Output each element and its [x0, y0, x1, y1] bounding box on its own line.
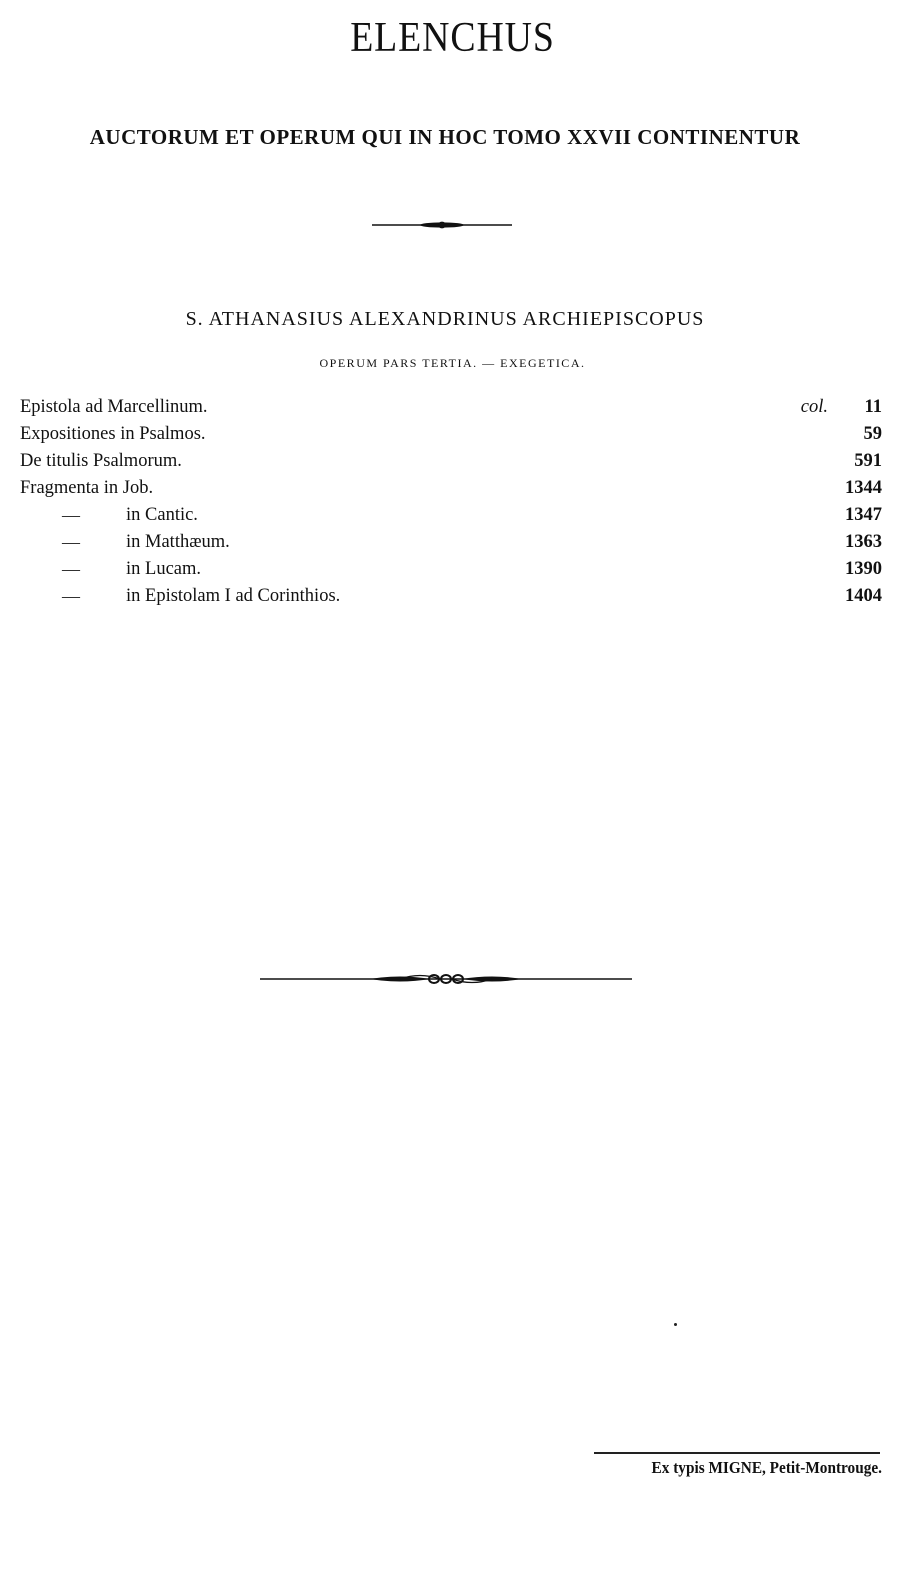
contents-entry — [20, 394, 882, 421]
column-number: 1390 — [845, 559, 882, 579]
column-label: col. — [800, 397, 828, 417]
author-heading: S. ATHANASIUS ALEXANDRINUS ARCHIEPISCOPUS — [185, 308, 705, 330]
ditto-dash: — — [62, 505, 80, 525]
entry-title: Epistola ad Marcellinum. — [20, 397, 208, 417]
footer-rule — [594, 1452, 880, 1454]
stray-print-dot — [674, 1323, 677, 1326]
entry-title: De titulis Psalmorum. — [20, 451, 182, 471]
page-subtitle: AUCTORUM ET OPERUM QUI IN HOC TOMO XXVII CONTINENTUR — [89, 125, 801, 149]
entry-title: in Cantic. — [126, 505, 198, 525]
contents-entry — [20, 448, 882, 475]
section-heading: OPERUM PARS TERTIA. — EXEGETICA. — [319, 356, 586, 370]
contents-entry — [20, 421, 882, 448]
entry-title: Fragmenta in Job. — [20, 478, 154, 498]
entry-title: in Epistolam I ad Corinthios. — [126, 586, 341, 606]
contents-list — [20, 394, 882, 610]
column-number: 59 — [863, 424, 882, 444]
column-number: 591 — [854, 451, 882, 471]
page-title: ELENCHUS — [350, 15, 555, 61]
ornament-divider-large — [260, 966, 632, 992]
printer-imprint: Ex typis MIGNE, Petit-Montrouge. — [651, 1458, 882, 1477]
column-number: 1404 — [845, 586, 882, 606]
entry-title: Expositiones in Psalmos. — [20, 424, 206, 444]
contents-entry — [20, 502, 882, 529]
contents-entry — [20, 529, 882, 556]
column-number: 1344 — [845, 478, 882, 498]
ditto-dash: — — [62, 532, 80, 552]
entry-title: in Lucam. — [126, 559, 202, 579]
column-number: 11 — [864, 397, 882, 417]
contents-entry — [20, 556, 882, 583]
entry-title: in Matthæum. — [126, 532, 230, 552]
ditto-dash: — — [62, 586, 80, 606]
contents-entry — [20, 475, 882, 502]
contents-entry — [20, 583, 882, 610]
column-number: 1363 — [845, 532, 882, 552]
ditto-dash: — — [62, 559, 80, 579]
ornament-divider-small — [372, 218, 512, 232]
column-number: 1347 — [845, 505, 882, 525]
